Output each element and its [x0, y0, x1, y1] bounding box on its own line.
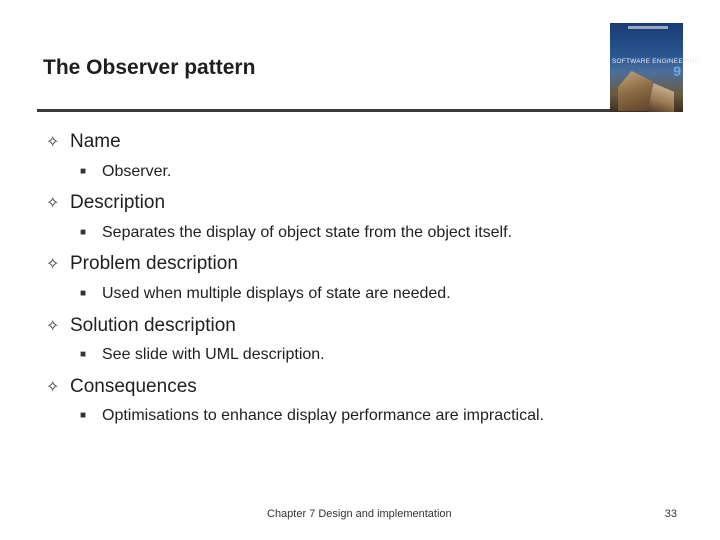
square-bullet-icon: ■: [80, 166, 87, 177]
sub-bullet-problem-description: [80, 285, 451, 303]
cover-author-strip: [628, 26, 668, 29]
title-divider: [37, 109, 610, 112]
bullet-heading: Name: [70, 131, 121, 152]
cover-edition: 9: [673, 63, 681, 79]
book-cover-image: [610, 23, 700, 112]
bullet-problem-description: [46, 253, 238, 275]
sub-bullet-solution-description: [80, 346, 325, 364]
cover-building-graphic: [618, 71, 652, 111]
bullet-detail: See slide with UML description.: [102, 346, 325, 363]
bullet-solution-description: [46, 315, 236, 337]
cover-title: SOFTWARE ENGINEERING: [612, 58, 700, 65]
bullet-detail: Optimisations to enhance display performance are impractical.: [102, 407, 544, 424]
square-bullet-icon: ■: [80, 349, 87, 360]
bullet-heading: Problem description: [70, 253, 238, 274]
square-bullet-icon: ■: [80, 288, 87, 299]
bullet-heading: Consequences: [70, 376, 197, 397]
diamond-star-bullet-icon: ✧: [46, 256, 60, 273]
sub-bullet-description: [80, 224, 512, 242]
diamond-star-bullet-icon: ✧: [46, 195, 60, 212]
page-number: 33: [664, 508, 677, 520]
square-bullet-icon: ■: [80, 410, 87, 421]
diamond-star-bullet-icon: ✧: [46, 134, 60, 151]
footer-chapter: Chapter 7 Design and implementation: [267, 508, 452, 520]
bullet-detail: Used when multiple displays of state are needed.: [102, 285, 451, 302]
sub-bullet-name: [80, 163, 171, 181]
bullet-detail: Observer.: [102, 163, 172, 180]
sub-bullet-consequences: [80, 407, 544, 425]
square-bullet-icon: ■: [80, 227, 87, 238]
diamond-star-bullet-icon: ✧: [46, 318, 60, 335]
slide-title: The Observer pattern: [43, 56, 256, 79]
diamond-star-bullet-icon: ✧: [46, 379, 60, 396]
bullet-consequences: [46, 376, 197, 398]
bullet-heading: Solution description: [70, 315, 236, 336]
bullet-heading: Description: [70, 192, 166, 213]
bullet-name: [46, 131, 121, 153]
bullet-description: [46, 192, 165, 214]
bullet-detail: Separates the display of object state from the object itself.: [102, 224, 512, 241]
